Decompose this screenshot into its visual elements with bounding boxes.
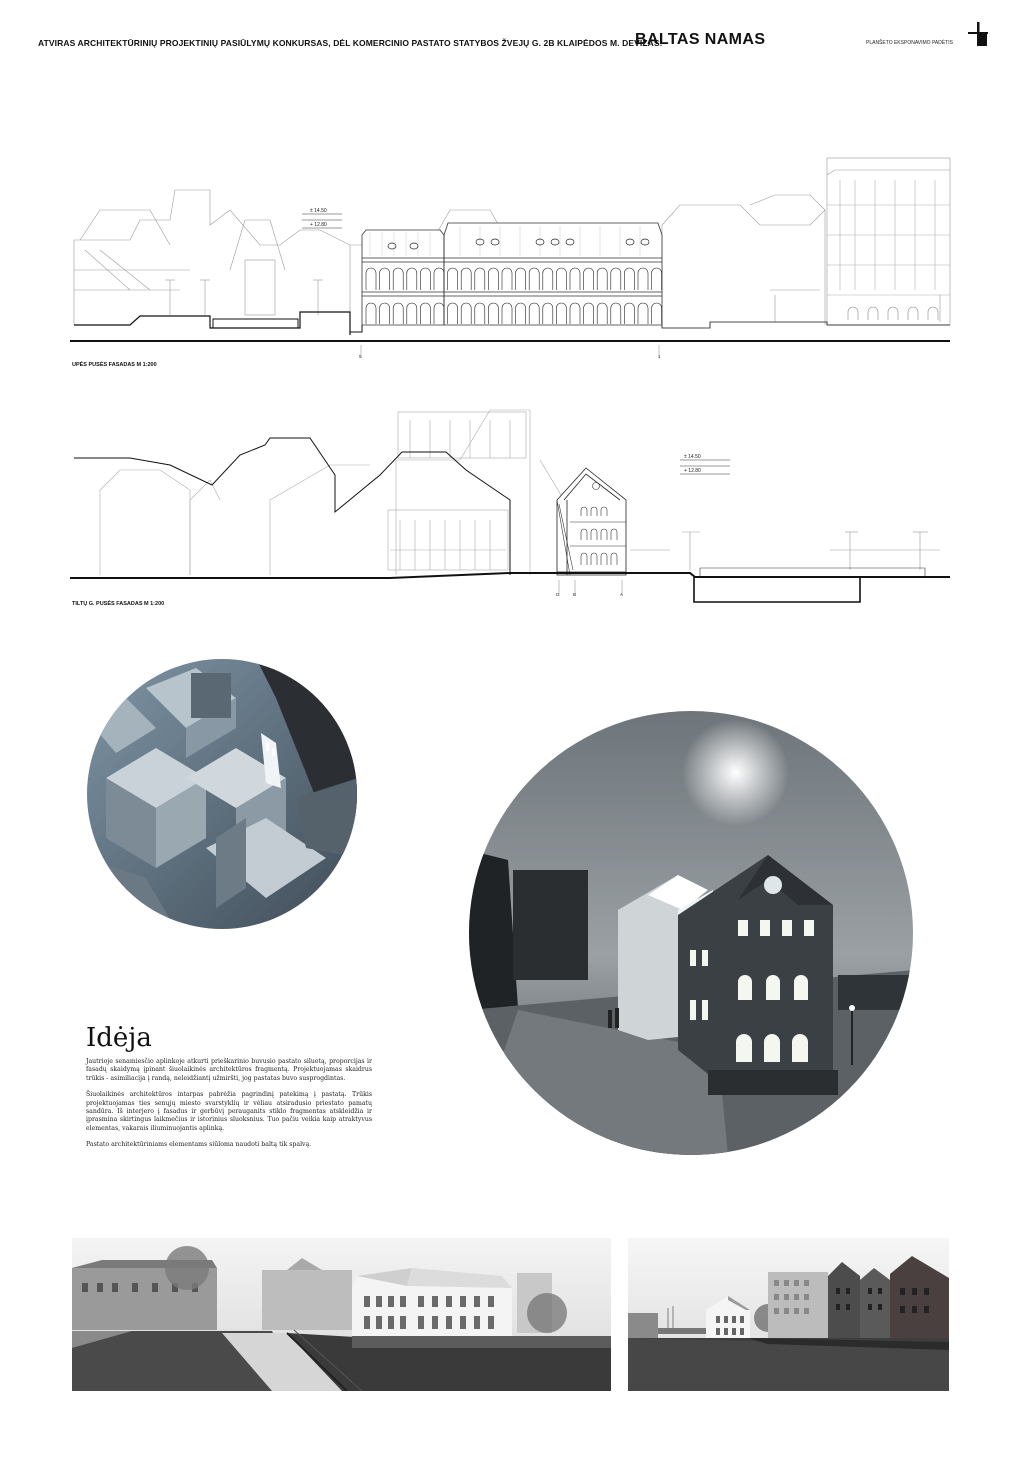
street-facade-drawing [70, 400, 955, 610]
river-facade-caption: UPĖS PUSĖS FASADAS M 1:200 [72, 362, 157, 368]
street-axis-b: B [573, 592, 577, 597]
river-facade-drawing [70, 150, 955, 365]
board-orientation-icon [968, 22, 988, 48]
street-level-cornice: + 12.80 [684, 468, 701, 474]
night-render-image [468, 710, 914, 1156]
river-axis-left: 5 [359, 354, 362, 359]
river-axis-right: 1 [658, 354, 661, 359]
aerial-render-image [86, 658, 358, 930]
idea-paragraph-1: Jautrioje senamiesčio aplinkoje atkurti prieškarinio buvusio pastato siluetą, proporcijas ir fasadų skaidymą įpinant šiuolaikinės architektūros fragmentą. Projektuojamas skaidrus trūkis - asimiliacija į randą, neleidžiantį užmiršti, jog pastatas buvo susprogdintas. [86, 1058, 372, 1082]
street-level-top: ± 14.50 [684, 454, 701, 460]
motto: BALTAS NAMAS [635, 31, 766, 48]
idea-title: Idėja [86, 1023, 152, 1053]
competition-title: ATVIRAS ARCHITEKTŪRINIŲ PROJEKTINIŲ PASIŪLYMŲ KONKURSAS, DĖL KOMERCINIO PASTATO STATYBOS ŽVEJŲ G. 2B KLAIPĖDOS M. DEVIZAS: [38, 38, 663, 48]
street-axis-d: D [556, 592, 560, 597]
idea-text-block [86, 1058, 372, 1158]
board-position-label: PLANŠETO EKSPONAVIMO PADĖTIS [866, 40, 953, 46]
site-photo-river [72, 1238, 611, 1391]
site-photo-bridge [628, 1238, 949, 1391]
street-axis-a: A [620, 592, 624, 597]
river-level-top: ± 14.50 [310, 208, 327, 214]
idea-paragraph-3: Pastato architektūriniams elementams siūloma naudoti baltą tik spalvą. [86, 1141, 312, 1149]
street-facade-caption: TILTŲ G. PUSĖS FASADAS M 1:200 [72, 601, 165, 607]
river-level-cornice: + 12.80 [310, 222, 327, 228]
idea-paragraph-2: Šiuolaikinės architektūros intarpas pabrėžia pagrindinį patekimą į pastatą. Trūkis projektuojamas ties senųjų miesto svarstyklių ir vėliau atsiradusio priestato pamatų sandūra. Iš interjero į fasadus ir gerbūvį perauganits stiklo fragmentas atskleidžia ir įprasmina skirtingus laikmečius ir istorinius sluoksnius. Tuo pačiu veikia kaip atraktyvus elementas, vakarais iliuminuojantis aplinką. [86, 1091, 372, 1132]
